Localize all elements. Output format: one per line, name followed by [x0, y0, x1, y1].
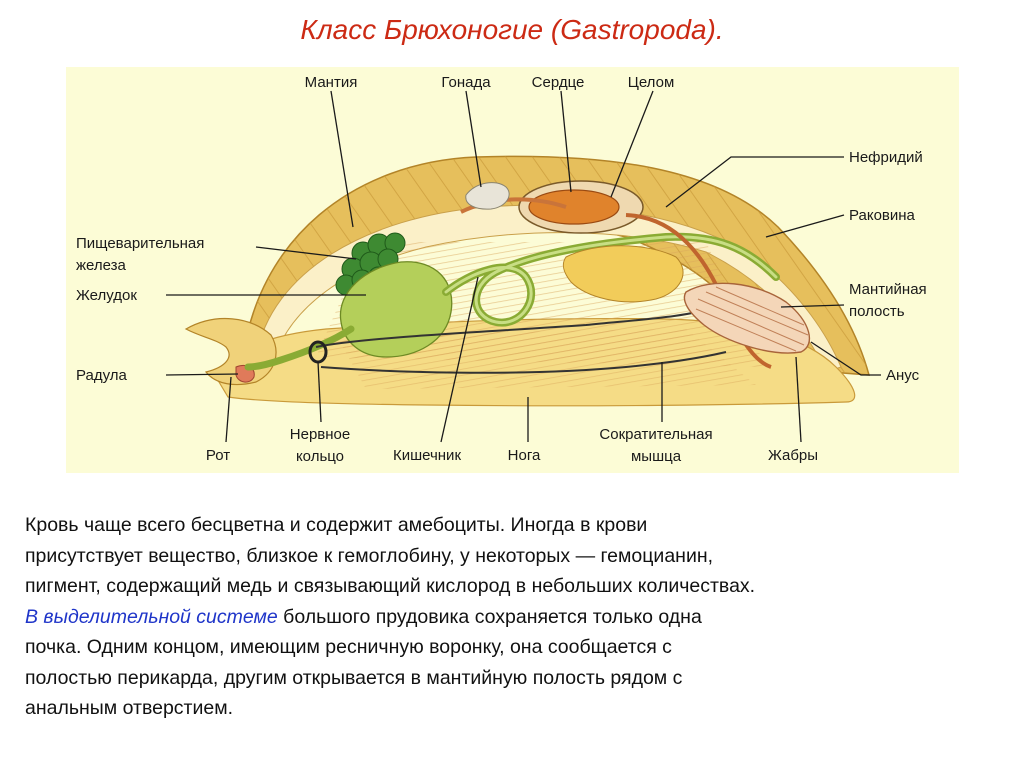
label-foot: Нога	[507, 447, 541, 464]
excretory-system-highlight: В выделительной системе	[25, 605, 278, 628]
text-line: пигмент, содержащий медь и связывающий кислород в небольших количествах.	[25, 575, 756, 597]
label-retractor-line1: Сократительная	[599, 426, 713, 443]
label-gonad: Гонада	[441, 74, 491, 91]
heart	[529, 190, 619, 224]
label-gills: Жабры	[767, 447, 819, 464]
label-mouth: Рот	[205, 447, 231, 464]
label-digestive-gland-line1: Пищеварительная	[76, 235, 205, 252]
slide-title: Класс Брюхоногие (Gastropoda).	[300, 14, 724, 45]
label-stomach: Желудок	[76, 287, 137, 304]
label-mantle: Мантия	[304, 74, 358, 91]
label-radula: Радула	[76, 367, 127, 384]
label-nephridium: Нефридий	[849, 149, 923, 166]
label-shell: Раковина	[849, 207, 915, 224]
label-digestive-gland-line2: железа	[76, 257, 126, 274]
text-line: Кровь чаще всего бесцветна и содержит амебоциты. Иногда в крови	[25, 514, 648, 536]
label-nerve-ring-line1: Нервное	[289, 426, 351, 443]
text-line: полостью перикарда, другим открывается в мантийную полость рядом с	[25, 666, 683, 689]
label-mantle-cavity-line2: полость	[849, 303, 905, 320]
label-coelom: Целом	[627, 74, 675, 91]
text-line: анальным отверстием.	[25, 697, 234, 719]
label-nerve-ring-line2: кольцо	[295, 448, 345, 465]
text-segment: большого прудовика сохраняется только одна	[277, 605, 702, 628]
label-mantle-cavity-line1: Мантийная	[849, 281, 927, 298]
label-retractor-line2: мышца	[630, 448, 682, 465]
gastropod-anatomy-diagram	[66, 67, 959, 473]
anatomy-drawing	[66, 67, 959, 473]
text-line	[25, 602, 1000, 633]
description-text	[25, 510, 1000, 724]
label-intestine: Кишечник	[392, 447, 462, 464]
text-line: почка. Одним концом, имеющим ресничную воронку, она сообщается с	[25, 636, 672, 658]
label-heart: Сердце	[531, 74, 585, 91]
text-line: присутствует вещество, близкое к гемоглобину, у некоторых — гемоцианин,	[25, 544, 714, 567]
label-anus: Анус	[886, 367, 920, 384]
